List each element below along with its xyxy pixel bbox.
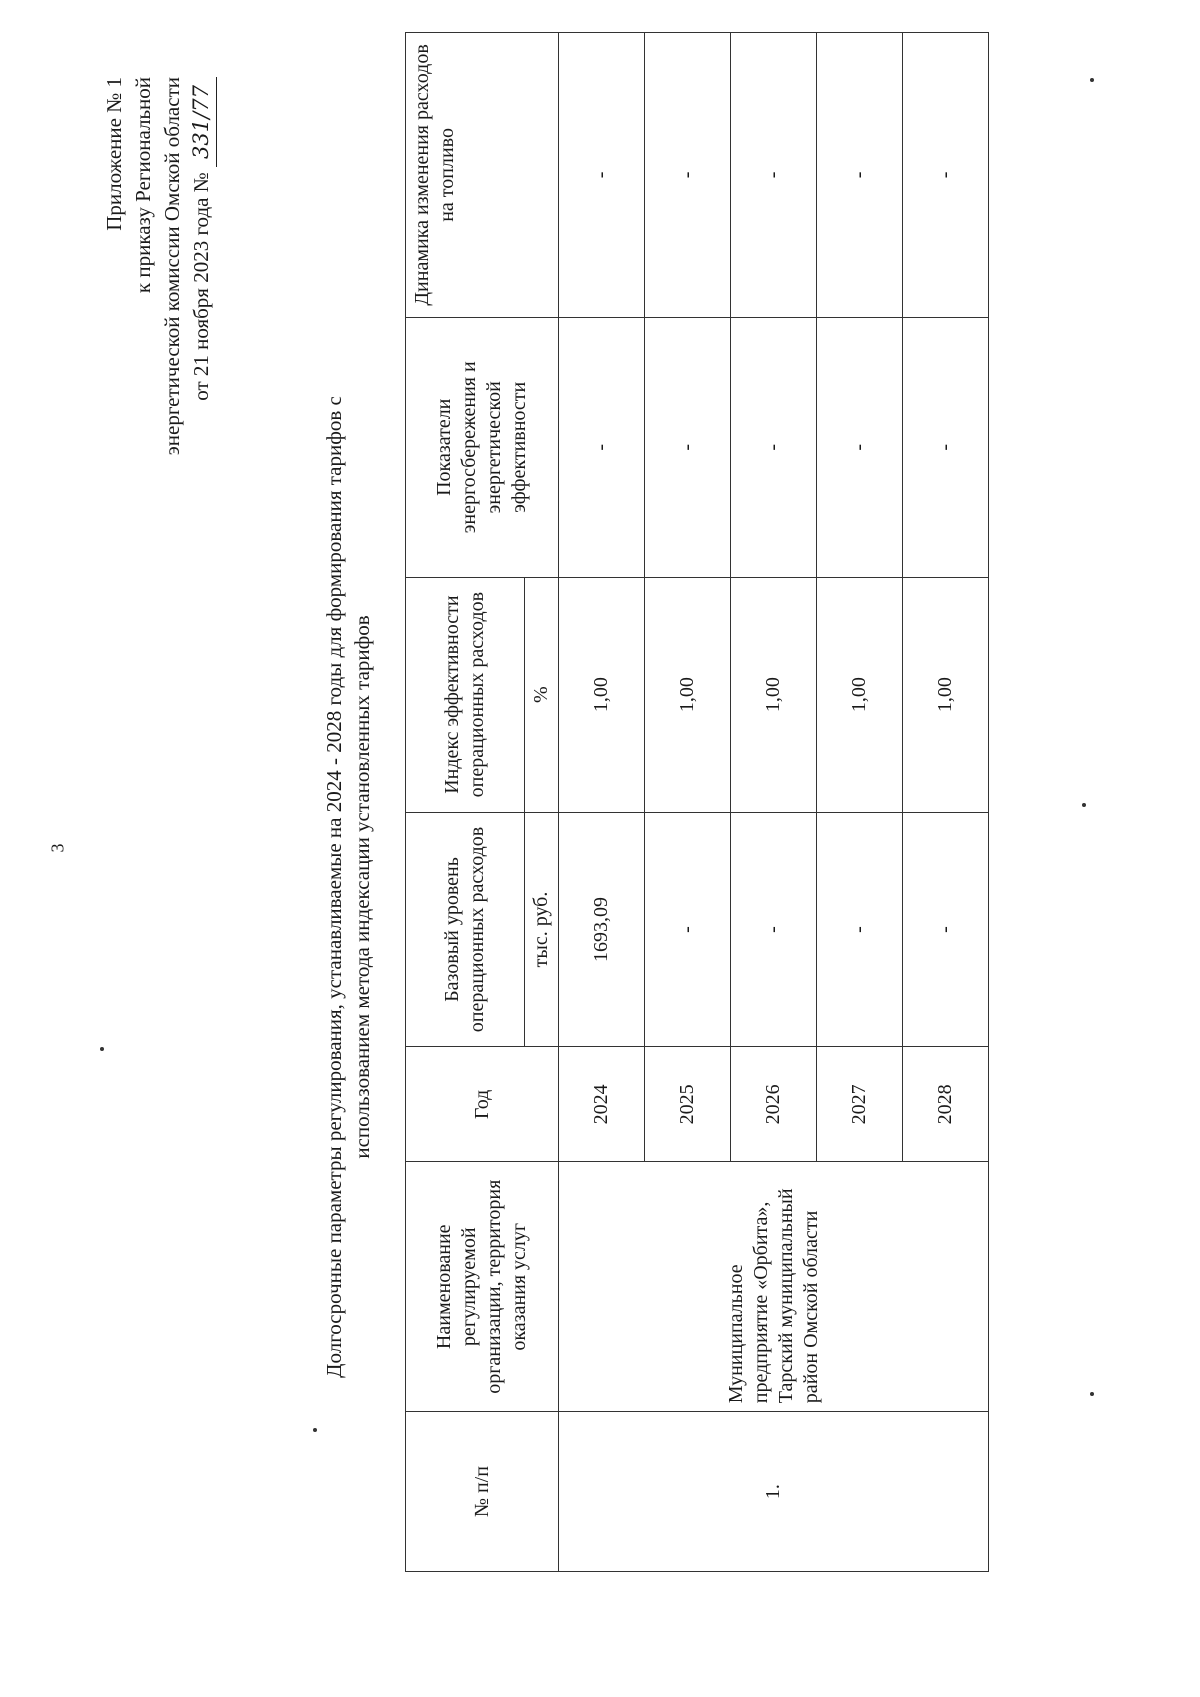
scan-speck xyxy=(313,1428,317,1432)
header-num: № п/п xyxy=(406,1412,559,1572)
cell-year: 2028 xyxy=(903,1047,989,1162)
cell-year: 2027 xyxy=(817,1047,903,1162)
appendix-line-2: к приказу Региональной xyxy=(131,77,155,294)
appendix-date-prefix: от 21 ноября 2023 года № xyxy=(189,172,213,401)
cell-base-level: 1693,09 xyxy=(559,812,645,1047)
cell-efficiency-index: 1,00 xyxy=(645,577,731,812)
header-organization: Наименование регулируемой организации, территория оказания услуг xyxy=(406,1162,559,1412)
title-line-1: Долгосрочные параметры регулирования, устанавливаемые на 2024 - 2028 годы для формирования тарифов с xyxy=(322,396,346,1378)
unit-base-level: тыс. руб. xyxy=(525,812,559,1047)
title-line-2: использованием метода индексации установленных тарифов xyxy=(350,615,374,1159)
header-energy-saving: Показатели энергосбережения и энергетической эффективности xyxy=(406,317,559,577)
document-title xyxy=(320,237,376,1537)
cell-efficiency-index: 1,00 xyxy=(817,577,903,812)
organization-name: Муниципальное предприятие «Орбита», Тарский муниципальный район Омской области xyxy=(559,1162,989,1412)
cell-base-level: - xyxy=(903,812,989,1047)
header-efficiency-index: Индекс эффективности операционных расходов xyxy=(406,577,525,812)
scan-speck xyxy=(1090,78,1094,82)
cell-year: 2024 xyxy=(559,1047,645,1162)
cell-energy-saving: - xyxy=(645,317,731,577)
appendix-line-4 xyxy=(187,77,217,637)
parameters-table xyxy=(405,32,989,1572)
table-row xyxy=(559,33,645,1572)
scan-speck xyxy=(100,1047,104,1051)
cell-energy-saving: - xyxy=(817,317,903,577)
cell-year: 2026 xyxy=(731,1047,817,1162)
unit-efficiency-index: % xyxy=(525,577,559,812)
cell-energy-saving: - xyxy=(559,317,645,577)
table-header-row xyxy=(406,33,525,1572)
appendix-line-3: энергетической комиссии Омской области xyxy=(160,77,184,456)
order-number: 331/77 xyxy=(187,77,217,167)
cell-energy-saving: - xyxy=(903,317,989,577)
cell-year: 2025 xyxy=(645,1047,731,1162)
cell-base-level: - xyxy=(817,812,903,1047)
header-fuel-dynamics: Динамика изменения расходов на топливо xyxy=(406,33,559,318)
cell-fuel-dynamics: - xyxy=(817,33,903,318)
appendix-line-1: Приложение № 1 xyxy=(102,77,126,231)
cell-fuel-dynamics: - xyxy=(731,33,817,318)
cell-base-level: - xyxy=(731,812,817,1047)
header-base-level: Базовый уровень операционных расходов xyxy=(406,812,525,1047)
cell-efficiency-index: 1,00 xyxy=(731,577,817,812)
appendix-block xyxy=(100,77,217,637)
cell-fuel-dynamics: - xyxy=(559,33,645,318)
cell-fuel-dynamics: - xyxy=(645,33,731,318)
cell-efficiency-index: 1,00 xyxy=(903,577,989,812)
page-number: 3 xyxy=(47,843,68,853)
cell-base-level: - xyxy=(645,812,731,1047)
scan-speck xyxy=(1082,803,1086,807)
scan-speck xyxy=(1090,1392,1094,1396)
cell-efficiency-index: 1,00 xyxy=(559,577,645,812)
cell-fuel-dynamics: - xyxy=(903,33,989,318)
row-number: 1. xyxy=(559,1412,989,1572)
header-year: Год xyxy=(406,1047,559,1162)
cell-energy-saving: - xyxy=(731,317,817,577)
